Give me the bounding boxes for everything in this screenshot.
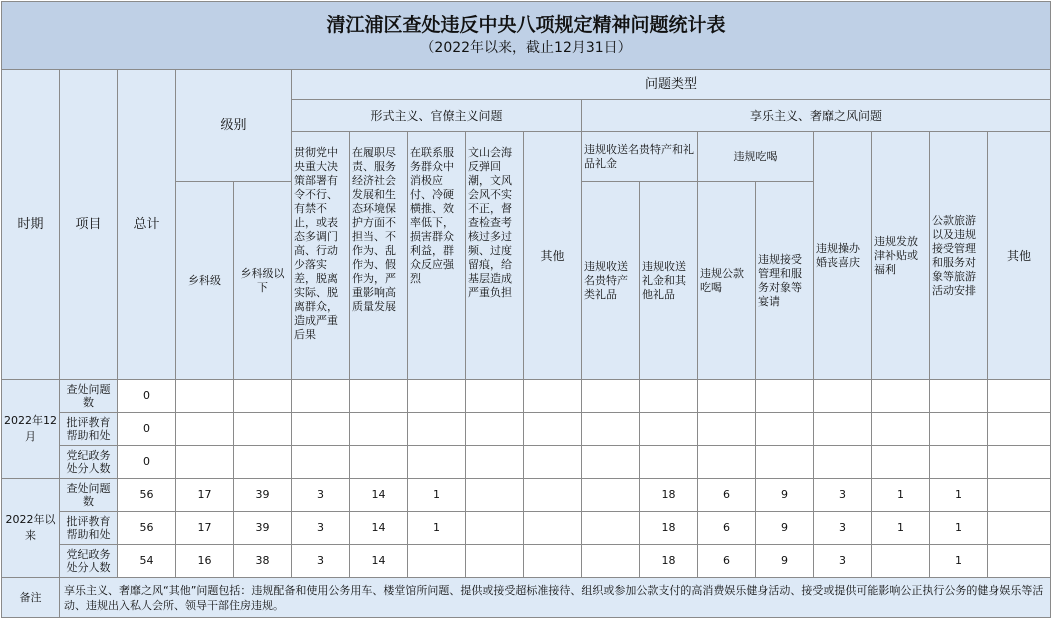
data-cell: 1 [930, 479, 988, 512]
data-cell [814, 380, 872, 413]
total-value: 0 [118, 413, 176, 446]
title-block [2, 2, 1051, 70]
data-cell [582, 446, 640, 479]
header-formalism-col-4: 文山会海反弹回潮，文风会风不实不正，督查检查考核过多过频、过度留痕，给基层造成严重负担 [466, 132, 524, 380]
header-hedonism: 享乐主义、奢靡之风问题 [582, 100, 1051, 132]
data-cell [408, 380, 466, 413]
item-cases: 查处问题数 [60, 380, 118, 413]
data-cell: 16 [176, 545, 234, 578]
header-hedonism-other: 其他 [988, 132, 1051, 380]
data-cell: 1 [930, 512, 988, 545]
data-cell [872, 545, 930, 578]
data-cell: 9 [756, 512, 814, 545]
data-cell [988, 512, 1051, 545]
data-cell: 1 [408, 512, 466, 545]
data-cell [466, 446, 524, 479]
item-cases: 查处问题数 [60, 479, 118, 512]
header-formalism-other: 其他 [524, 132, 582, 380]
data-cell [640, 380, 698, 413]
data-cell: 14 [350, 479, 408, 512]
data-cell [756, 413, 814, 446]
data-cell [524, 545, 582, 578]
data-cell [582, 479, 640, 512]
data-cell [408, 413, 466, 446]
data-cell: 17 [176, 512, 234, 545]
data-cell [350, 413, 408, 446]
data-cell [988, 446, 1051, 479]
header-public-dining: 违规公款吃喝 [698, 182, 756, 380]
data-cell [698, 380, 756, 413]
item-criticism: 批评教育帮助和处 [60, 512, 118, 545]
total-value: 0 [118, 446, 176, 479]
data-cell [988, 479, 1051, 512]
header-period: 时期 [2, 70, 60, 380]
data-cell [524, 446, 582, 479]
total-value: 56 [118, 512, 176, 545]
header-eat-group: 违规吃喝 [698, 132, 814, 182]
data-cell: 18 [640, 479, 698, 512]
data-cell [292, 446, 350, 479]
data-cell [814, 446, 872, 479]
header-item: 项目 [60, 70, 118, 380]
data-cell [814, 413, 872, 446]
data-cell: 3 [292, 512, 350, 545]
header-level-below: 乡科级以下 [234, 182, 292, 380]
data-cell: 38 [234, 545, 292, 578]
data-cell: 3 [292, 545, 350, 578]
data-cell [292, 413, 350, 446]
data-cell [988, 380, 1051, 413]
data-cell [234, 413, 292, 446]
header-gift-group: 违规收送名贵特产和礼品礼金 [582, 132, 698, 182]
header-formalism-col-3: 在联系服务群众中消极应付、冷硬横推、效率低下，损害群众利益，群众反应强烈 [408, 132, 466, 380]
data-cell: 1 [872, 479, 930, 512]
header-level: 级别 [176, 70, 292, 182]
data-cell: 39 [234, 512, 292, 545]
data-cell [930, 446, 988, 479]
data-cell: 17 [176, 479, 234, 512]
data-cell: 1 [872, 512, 930, 545]
page-subtitle: （2022年以来，截止12月31日） [420, 39, 632, 56]
data-cell [408, 446, 466, 479]
data-cell [350, 380, 408, 413]
data-cell: 1 [408, 479, 466, 512]
data-cell [930, 380, 988, 413]
data-cell: 14 [350, 545, 408, 578]
total-value: 54 [118, 545, 176, 578]
data-cell [292, 380, 350, 413]
header-level-town: 乡科级 [176, 182, 234, 380]
data-cell [176, 446, 234, 479]
data-cell [524, 512, 582, 545]
data-cell: 6 [698, 479, 756, 512]
data-cell [524, 479, 582, 512]
header-banquet: 违规接受管理和服务对象等宴请 [756, 182, 814, 380]
data-cell [640, 413, 698, 446]
data-cell: 3 [292, 479, 350, 512]
item-discipline: 党纪政务处分人数 [60, 545, 118, 578]
data-cell: 6 [698, 512, 756, 545]
data-cell [988, 545, 1051, 578]
data-cell [524, 380, 582, 413]
data-cell: 18 [640, 545, 698, 578]
stats-table [1, 1, 1051, 618]
header-gift-specialty: 违规收送名贵特产类礼品 [582, 182, 640, 380]
header-gift-money: 违规收送礼金和其他礼品 [640, 182, 698, 380]
note-text: 享乐主义、奢靡之风“其他”问题包括：违规配备和使用公务用车、楼堂馆所问题、提供或接受超标准接待、组织或参加公款支付的高消费娱乐健身活动、接受或提供可能影响公正执行公务的健身娱乐等活动、违规出入私人会所、领导干部住房违规。 [60, 578, 1051, 618]
data-cell [872, 446, 930, 479]
data-cell [234, 380, 292, 413]
header-total: 总计 [118, 70, 176, 380]
data-cell: 3 [814, 512, 872, 545]
data-cell [698, 413, 756, 446]
data-cell [466, 545, 524, 578]
stats-sheet [1, 1, 1050, 620]
header-travel: 公款旅游以及违规接受管理和服务对象等旅游活动安排 [930, 132, 988, 380]
data-cell [698, 446, 756, 479]
data-cell: 39 [234, 479, 292, 512]
data-cell [582, 413, 640, 446]
data-cell [234, 446, 292, 479]
data-cell [350, 446, 408, 479]
header-wedding-funeral: 违规操办婚丧喜庆 [814, 132, 872, 380]
item-criticism: 批评教育帮助和处 [60, 413, 118, 446]
data-cell: 6 [698, 545, 756, 578]
header-subsidy: 违规发放津补贴或福利 [872, 132, 930, 380]
data-cell: 9 [756, 479, 814, 512]
data-cell [524, 413, 582, 446]
header-formalism-col-2: 在履职尽责、服务经济社会发展和生态环境保护方面不担当、不作为、乱作为、假作为，严重影响高质量发展 [350, 132, 408, 380]
data-cell [466, 413, 524, 446]
data-cell [988, 413, 1051, 446]
data-cell [756, 380, 814, 413]
data-cell: 3 [814, 479, 872, 512]
header-problem-type: 问题类型 [292, 70, 1051, 100]
data-cell [176, 380, 234, 413]
data-cell [756, 446, 814, 479]
data-cell [872, 380, 930, 413]
data-cell [466, 479, 524, 512]
data-cell [466, 512, 524, 545]
item-discipline: 党纪政务处分人数 [60, 446, 118, 479]
note-label: 备注 [2, 578, 60, 618]
data-cell: 1 [930, 545, 988, 578]
header-formalism: 形式主义、官僚主义问题 [292, 100, 582, 132]
data-cell [582, 512, 640, 545]
data-cell [872, 413, 930, 446]
page-title: 清江浦区查处违反中央八项规定精神问题统计表 [326, 13, 726, 36]
data-cell [582, 545, 640, 578]
period-2022-dec: 2022年12月 [2, 380, 60, 479]
data-cell [408, 545, 466, 578]
data-cell [640, 446, 698, 479]
data-cell [582, 380, 640, 413]
total-value: 56 [118, 479, 176, 512]
data-cell: 9 [756, 545, 814, 578]
data-cell: 3 [814, 545, 872, 578]
data-cell: 18 [640, 512, 698, 545]
header-formalism-col-1: 贯彻党中央重大决策部署有令不行、有禁不止，或表态多调门高、行动少落实差，脱离实际、脱离群众，造成严重后果 [292, 132, 350, 380]
period-2022-since: 2022年以来 [2, 479, 60, 578]
data-cell [930, 413, 988, 446]
data-cell [466, 380, 524, 413]
total-value: 0 [118, 380, 176, 413]
data-cell: 14 [350, 512, 408, 545]
data-cell [176, 413, 234, 446]
